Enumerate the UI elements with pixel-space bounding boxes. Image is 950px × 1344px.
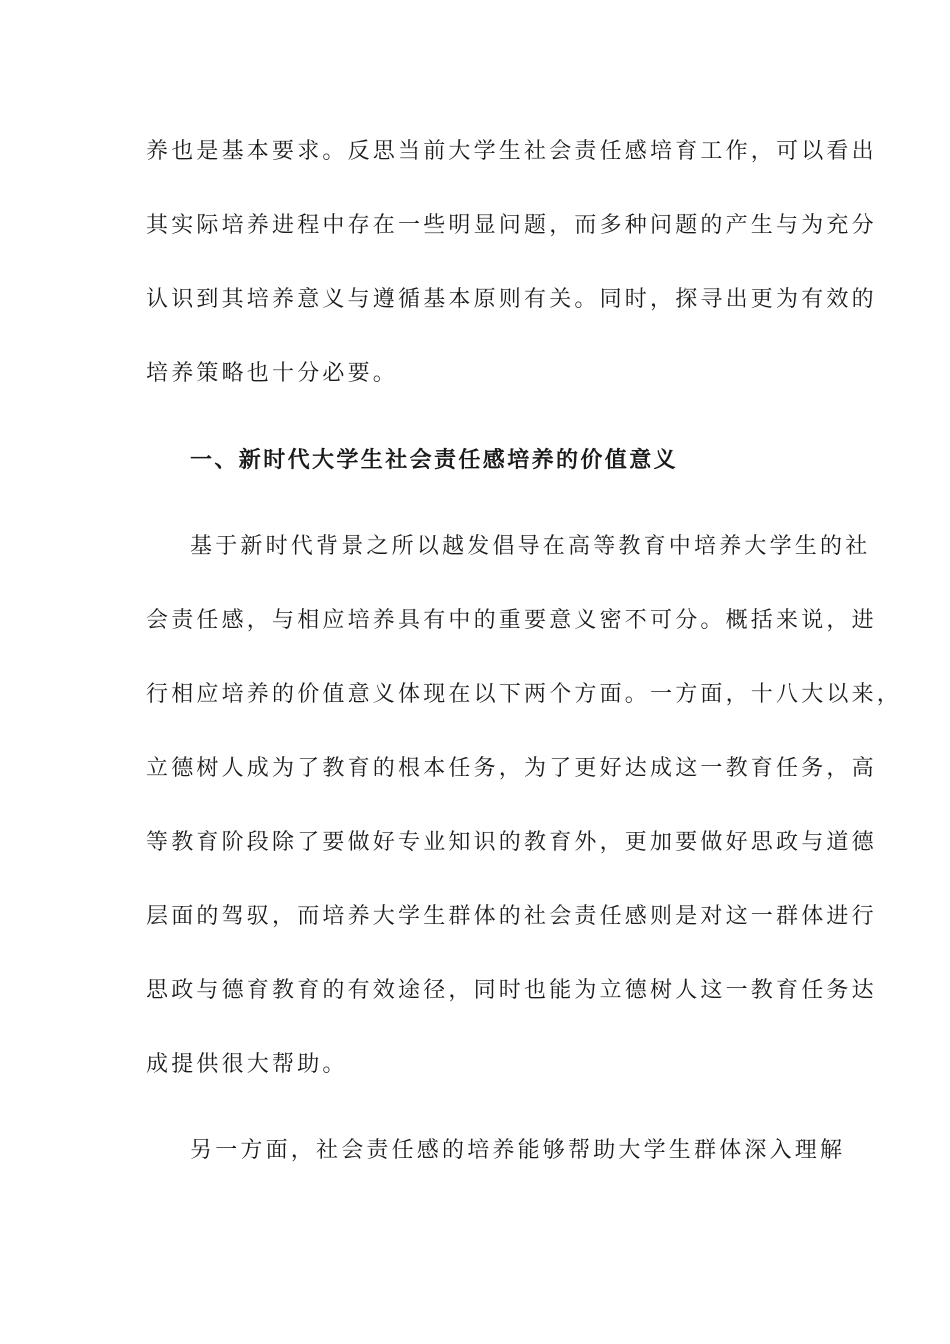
paragraph-line: 行相应培养的价值意义体现在以下两个方面。一方面，十八大以来， [146, 682, 903, 707]
paragraph-line: 层面的驾驭，而培养大学生群体的社会责任感则是对这一群体进行 [146, 904, 877, 929]
section-heading: 一、新时代大学生社会责任感培养的价值意义 [190, 448, 679, 473]
paragraph-line: 成提供很大帮助。 [146, 1052, 348, 1077]
paragraph-line: 等教育阶段除了要做好专业知识的教育外，更加要做好思政与道德 [146, 830, 877, 855]
paragraph-line: 养也是基本要求。反思当前大学生社会责任感培育工作，可以看出 [146, 139, 877, 164]
paragraph-line: 会责任感，与相应培养具有中的重要意义密不可分。概括来说，进 [146, 608, 877, 633]
paragraph-line: 立德树人成为了教育的根本任务，为了更好达成这一教育任务，高 [146, 756, 877, 781]
paragraph-line: 另一方面，社会责任感的培养能够帮助大学生群体深入理解 [190, 1138, 846, 1163]
paragraph-line: 认识到其培养意义与遵循基本原则有关。同时，探寻出更为有效的 [146, 287, 877, 312]
paragraph-line: 其实际培养进程中存在一些明显问题，而多种问题的产生与为充分 [146, 213, 877, 238]
paragraph-line: 培养策略也十分必要。 [146, 361, 399, 386]
paragraph-line: 基于新时代背景之所以越发倡导在高等教育中培养大学生的社 [190, 534, 871, 559]
paragraph-line: 思政与德育教育的有效途径，同时也能为立德树人这一教育任务达 [146, 978, 877, 1003]
